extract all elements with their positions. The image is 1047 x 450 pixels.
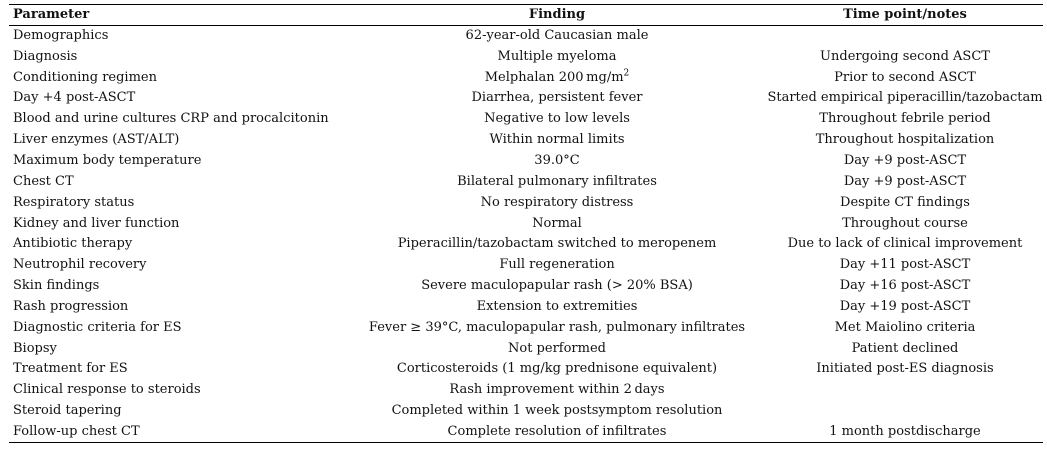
cell-time-point-notes: Started empirical piperacillin/tazobactam	[767, 90, 1043, 106]
cell-parameter: Liver enzymes (AST/ALT)	[13, 132, 180, 148]
cell-parameter: Blood and urine cultures CRP and procalcitonin	[13, 111, 329, 127]
table-row	[9, 401, 1043, 422]
cell-time-point-notes: Day +16 post-ASCT	[839, 278, 971, 294]
header-parameter: Parameter	[13, 7, 90, 22]
table-row	[9, 317, 1043, 338]
table-row	[9, 171, 1043, 192]
cell-parameter: Respiratory status	[13, 194, 135, 210]
cell-finding: Piperacillin/tazobactam switched to meropenem	[397, 236, 717, 252]
header-time-point-notes: Time point/notes	[843, 7, 967, 22]
cell-time-point-notes	[763, 401, 1043, 422]
cell-time-point-notes: Throughout febrile period	[819, 111, 991, 127]
cell-parameter: Diagnosis	[13, 48, 78, 64]
cell-time-point-notes: Throughout course	[842, 215, 968, 231]
table-row	[9, 234, 1043, 255]
cell-parameter: Diagnostic criteria for ES	[13, 319, 182, 335]
cell-time-point-notes: Patient declined	[851, 340, 959, 356]
cell-finding: Not performed	[508, 340, 606, 356]
cell-time-point-notes: Undergoing second ASCT	[820, 48, 990, 64]
table-row	[9, 192, 1043, 213]
cell-parameter: Antibiotic therapy	[13, 236, 133, 252]
cell-time-point-notes: Met Maiolino criteria	[834, 319, 976, 335]
table-row	[9, 67, 1043, 88]
cell-parameter: Follow-up chest CT	[13, 423, 140, 439]
table-row	[9, 130, 1043, 151]
cell-finding: Extension to extremities	[476, 298, 638, 314]
cell-finding: Melphalan 200 $mg/m^2$	[484, 68, 630, 85]
table-row	[9, 422, 1043, 443]
table-row	[9, 276, 1043, 297]
cell-parameter: Demographics	[13, 28, 109, 44]
cell-finding: Within normal limits	[489, 132, 625, 148]
cell-parameter: Biopsy	[13, 340, 57, 356]
cell-time-point-notes: Due to lack of clinical improvement	[787, 236, 1023, 252]
cell-finding: Fever ≥ 39°C, maculopapular rash, pulmonary infiltrates	[368, 319, 746, 335]
cell-time-point-notes: Day +9 post-ASCT	[843, 152, 967, 168]
table-row	[9, 26, 1043, 47]
table-row	[9, 213, 1043, 234]
cell-parameter: Conditioning regimen	[13, 69, 157, 85]
cell-finding: Negative to low levels	[484, 111, 630, 127]
cell-parameter: Kidney and liver function	[13, 215, 180, 231]
cell-parameter: Steroid tapering	[13, 403, 122, 419]
cell-time-point-notes	[763, 26, 1043, 47]
cell-time-point-notes: Day +11 post-ASCT	[839, 257, 971, 273]
table-header-row	[9, 5, 1043, 26]
cell-time-point-notes: Prior to second ASCT	[834, 69, 976, 85]
cell-finding: Full regeneration	[499, 257, 615, 273]
cell-finding: Complete resolution of infiltrates	[447, 423, 667, 439]
table-row	[9, 88, 1043, 109]
cell-finding: 39.0°C	[534, 152, 580, 168]
cell-finding: Completed within 1 week postsymptom resolution	[391, 403, 723, 419]
table-body	[9, 26, 1043, 443]
cell-parameter: Neutrophil recovery	[13, 257, 147, 273]
table-row	[9, 151, 1043, 172]
cell-finding: 62-year-old Caucasian male	[465, 28, 649, 44]
cell-time-point-notes: Throughout hospitalization	[815, 132, 995, 148]
cell-finding: Corticosteroids (1 mg/kg prednisone equivalent)	[396, 361, 718, 377]
table-row	[9, 46, 1043, 67]
cell-finding: Rash improvement within 2 days	[449, 382, 665, 398]
table-row	[9, 109, 1043, 130]
cell-time-point-notes: Initiated post-ES diagnosis	[816, 361, 994, 377]
header-finding: Finding	[528, 7, 586, 22]
table-row	[9, 359, 1043, 380]
cell-parameter: Skin findings	[13, 278, 100, 294]
cell-time-point-notes: Day +9 post-ASCT	[843, 173, 967, 189]
cell-finding: Normal	[532, 215, 582, 231]
cell-parameter: Maximum body temperature	[13, 152, 202, 168]
table-row	[9, 296, 1043, 317]
cell-finding: Severe maculopapular rash (> 20% BSA)	[421, 278, 693, 294]
cell-time-point-notes: Despite CT findings	[840, 194, 970, 210]
cell-parameter: Clinical response to steroids	[13, 382, 201, 398]
table-row	[9, 255, 1043, 276]
cell-finding: Diarrhea, persistent fever	[471, 90, 643, 106]
cell-time-point-notes: 1 month postdischarge	[829, 423, 981, 439]
cell-parameter: Rash progression	[13, 298, 129, 314]
cell-finding: Bilateral pulmonary infiltrates	[457, 173, 657, 189]
table-row	[9, 338, 1043, 359]
cell-parameter: Chest CT	[13, 173, 74, 189]
cell-finding: Multiple myeloma	[497, 48, 617, 64]
cell-time-point-notes	[763, 380, 1043, 401]
cell-parameter: Day +4 post-ASCT	[13, 90, 136, 106]
table-row	[9, 380, 1043, 401]
cell-time-point-notes: Day +19 post-ASCT	[839, 298, 971, 314]
clinical-course-table	[9, 4, 1043, 443]
cell-finding: No respiratory distress	[480, 194, 634, 210]
cell-parameter: Treatment for ES	[13, 361, 128, 377]
